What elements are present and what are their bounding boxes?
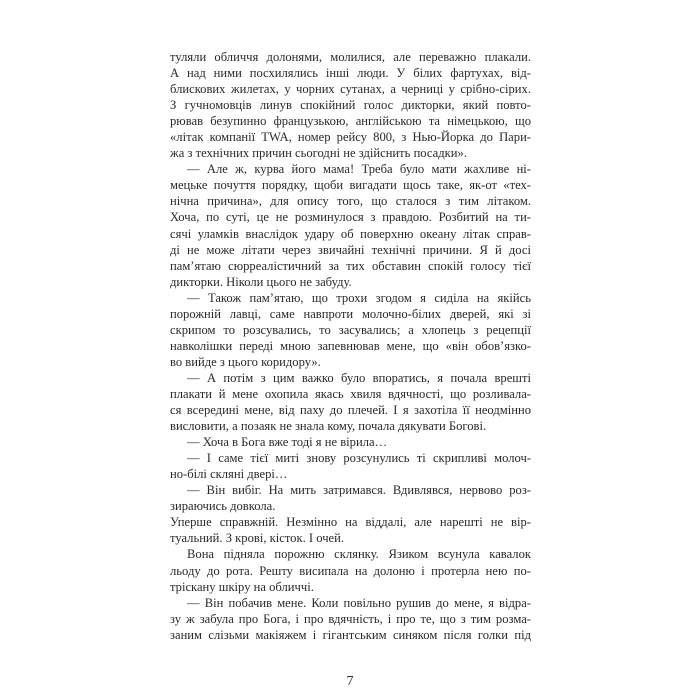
- text-line: плакати й мене охопила якась хвиля вдячності, що розливала-: [170, 386, 531, 401]
- paragraph: [170, 450, 531, 482]
- text-line: — Також пам’ятаю, що трохи згодом я сиділа на якійсь: [187, 290, 531, 305]
- text-line: туальний. З крові, кісток. І очей.: [170, 531, 345, 546]
- text-line: пам’ятаю сюрреалістичний за тих обставин спокій голосу тієї: [170, 258, 531, 273]
- paragraph: [170, 161, 531, 289]
- text-line: З гучномовців линув спокійний голос дикторки, який повто-: [170, 98, 531, 113]
- text-line: блискових жилетах, у чорних сутанах, а черниці у срібно-сірих.: [170, 82, 531, 97]
- text-line: — А потім з цим важко було впоратись, я почала врешті: [187, 370, 531, 385]
- text-line: — Але ж, курва його мама! Треба було мати жахливе ні-: [187, 162, 531, 177]
- text-line: рював безупинно французькою, англійською та німецькою, що: [170, 114, 531, 129]
- text-line: Уперше справжній. Незмінно на віддалі, але нарешті не вір-: [170, 515, 531, 530]
- text-line: ся всередині мене, від паху до плечей. І я захотіла її неодмінно: [170, 403, 531, 418]
- paragraph: [170, 434, 531, 450]
- text-line: навколішки переді мною запевнював мене, що «він обов’язко-: [170, 338, 531, 353]
- text-line: мецьке почуття порядку, щоби вигадати щось таке, як-от «тех-: [170, 178, 531, 193]
- text-line: — Він вибіг. На мить затримався. Вдивлявся, нервово роз-: [187, 483, 531, 498]
- text-line: Хоча, по суті, це не розминулося з правдою. Розбитий на ти-: [170, 210, 531, 225]
- text-line: А над ними посхилялись інші люди. У білих фартухах, від-: [170, 66, 531, 81]
- text-line: тріскану шкіру на обличчі.: [170, 579, 314, 594]
- text-line: зираючись довкола.: [170, 499, 276, 514]
- paragraph: [170, 546, 531, 594]
- paragraph: [170, 595, 531, 643]
- text-line: но-білі скляні двері…: [170, 467, 288, 482]
- text-line: зу ж забула про Бога, і про вдячність, і про те, що з тим розма-: [170, 611, 531, 626]
- text-line: льоду до рота. Решту висипала на долоню і протерла нею по-: [170, 563, 531, 578]
- text-line: дикторки. Ніколи цього не забуду.: [170, 274, 352, 289]
- text-line: ді не може літати через звичайні технічні причини. Я й досі: [170, 242, 531, 257]
- text-line: — Він побачив мене. Коли повільно рушив до мене, я відра-: [187, 595, 531, 610]
- text-line: нічна причина», для опису того, що сталося з тим літаком.: [170, 194, 531, 209]
- paragraph: [170, 514, 531, 546]
- text-line: — І саме тієї миті знову розсунулись ті скрипливі молоч-: [187, 451, 531, 466]
- text-line: туляли обличчя долонями, молилися, але переважно плакали.: [170, 50, 531, 64]
- text-line: жа з технічних причин сьогодні не здійснить посадки».: [170, 146, 467, 161]
- text-line: «літак компанії TWA, номер рейсу 800, з Нью-Йорка до Пари-: [170, 130, 531, 145]
- text-line: заним слізьми макіяжем і гігантським синяком після голки під: [170, 627, 531, 642]
- paragraph: [170, 370, 531, 434]
- text-line: во вийде з цього коридору».: [170, 354, 321, 369]
- text-line: — Хоча в Бога вже тоді я не вірила…: [187, 435, 388, 450]
- text-line: скрипом то розсувались, то засувались; а хлопець з рецепції: [170, 322, 531, 337]
- text-line: висловити, а позаяк не знала кому, почала дякувати Богові.: [170, 419, 487, 434]
- book-page-text: [170, 49, 531, 643]
- paragraph: [170, 49, 531, 161]
- text-line: Вона підняла порожню склянку. Язиком всунула кавалок: [187, 547, 531, 562]
- page-number: 7: [346, 674, 354, 689]
- text-line: порожній лавці, саме навпроти молочно-білих дверей, які зі: [170, 306, 531, 321]
- paragraph: [170, 290, 531, 370]
- paragraph: [170, 482, 531, 514]
- text-line: сячі уламків внаслідок удару об поверхню океану літак справ-: [170, 226, 531, 241]
